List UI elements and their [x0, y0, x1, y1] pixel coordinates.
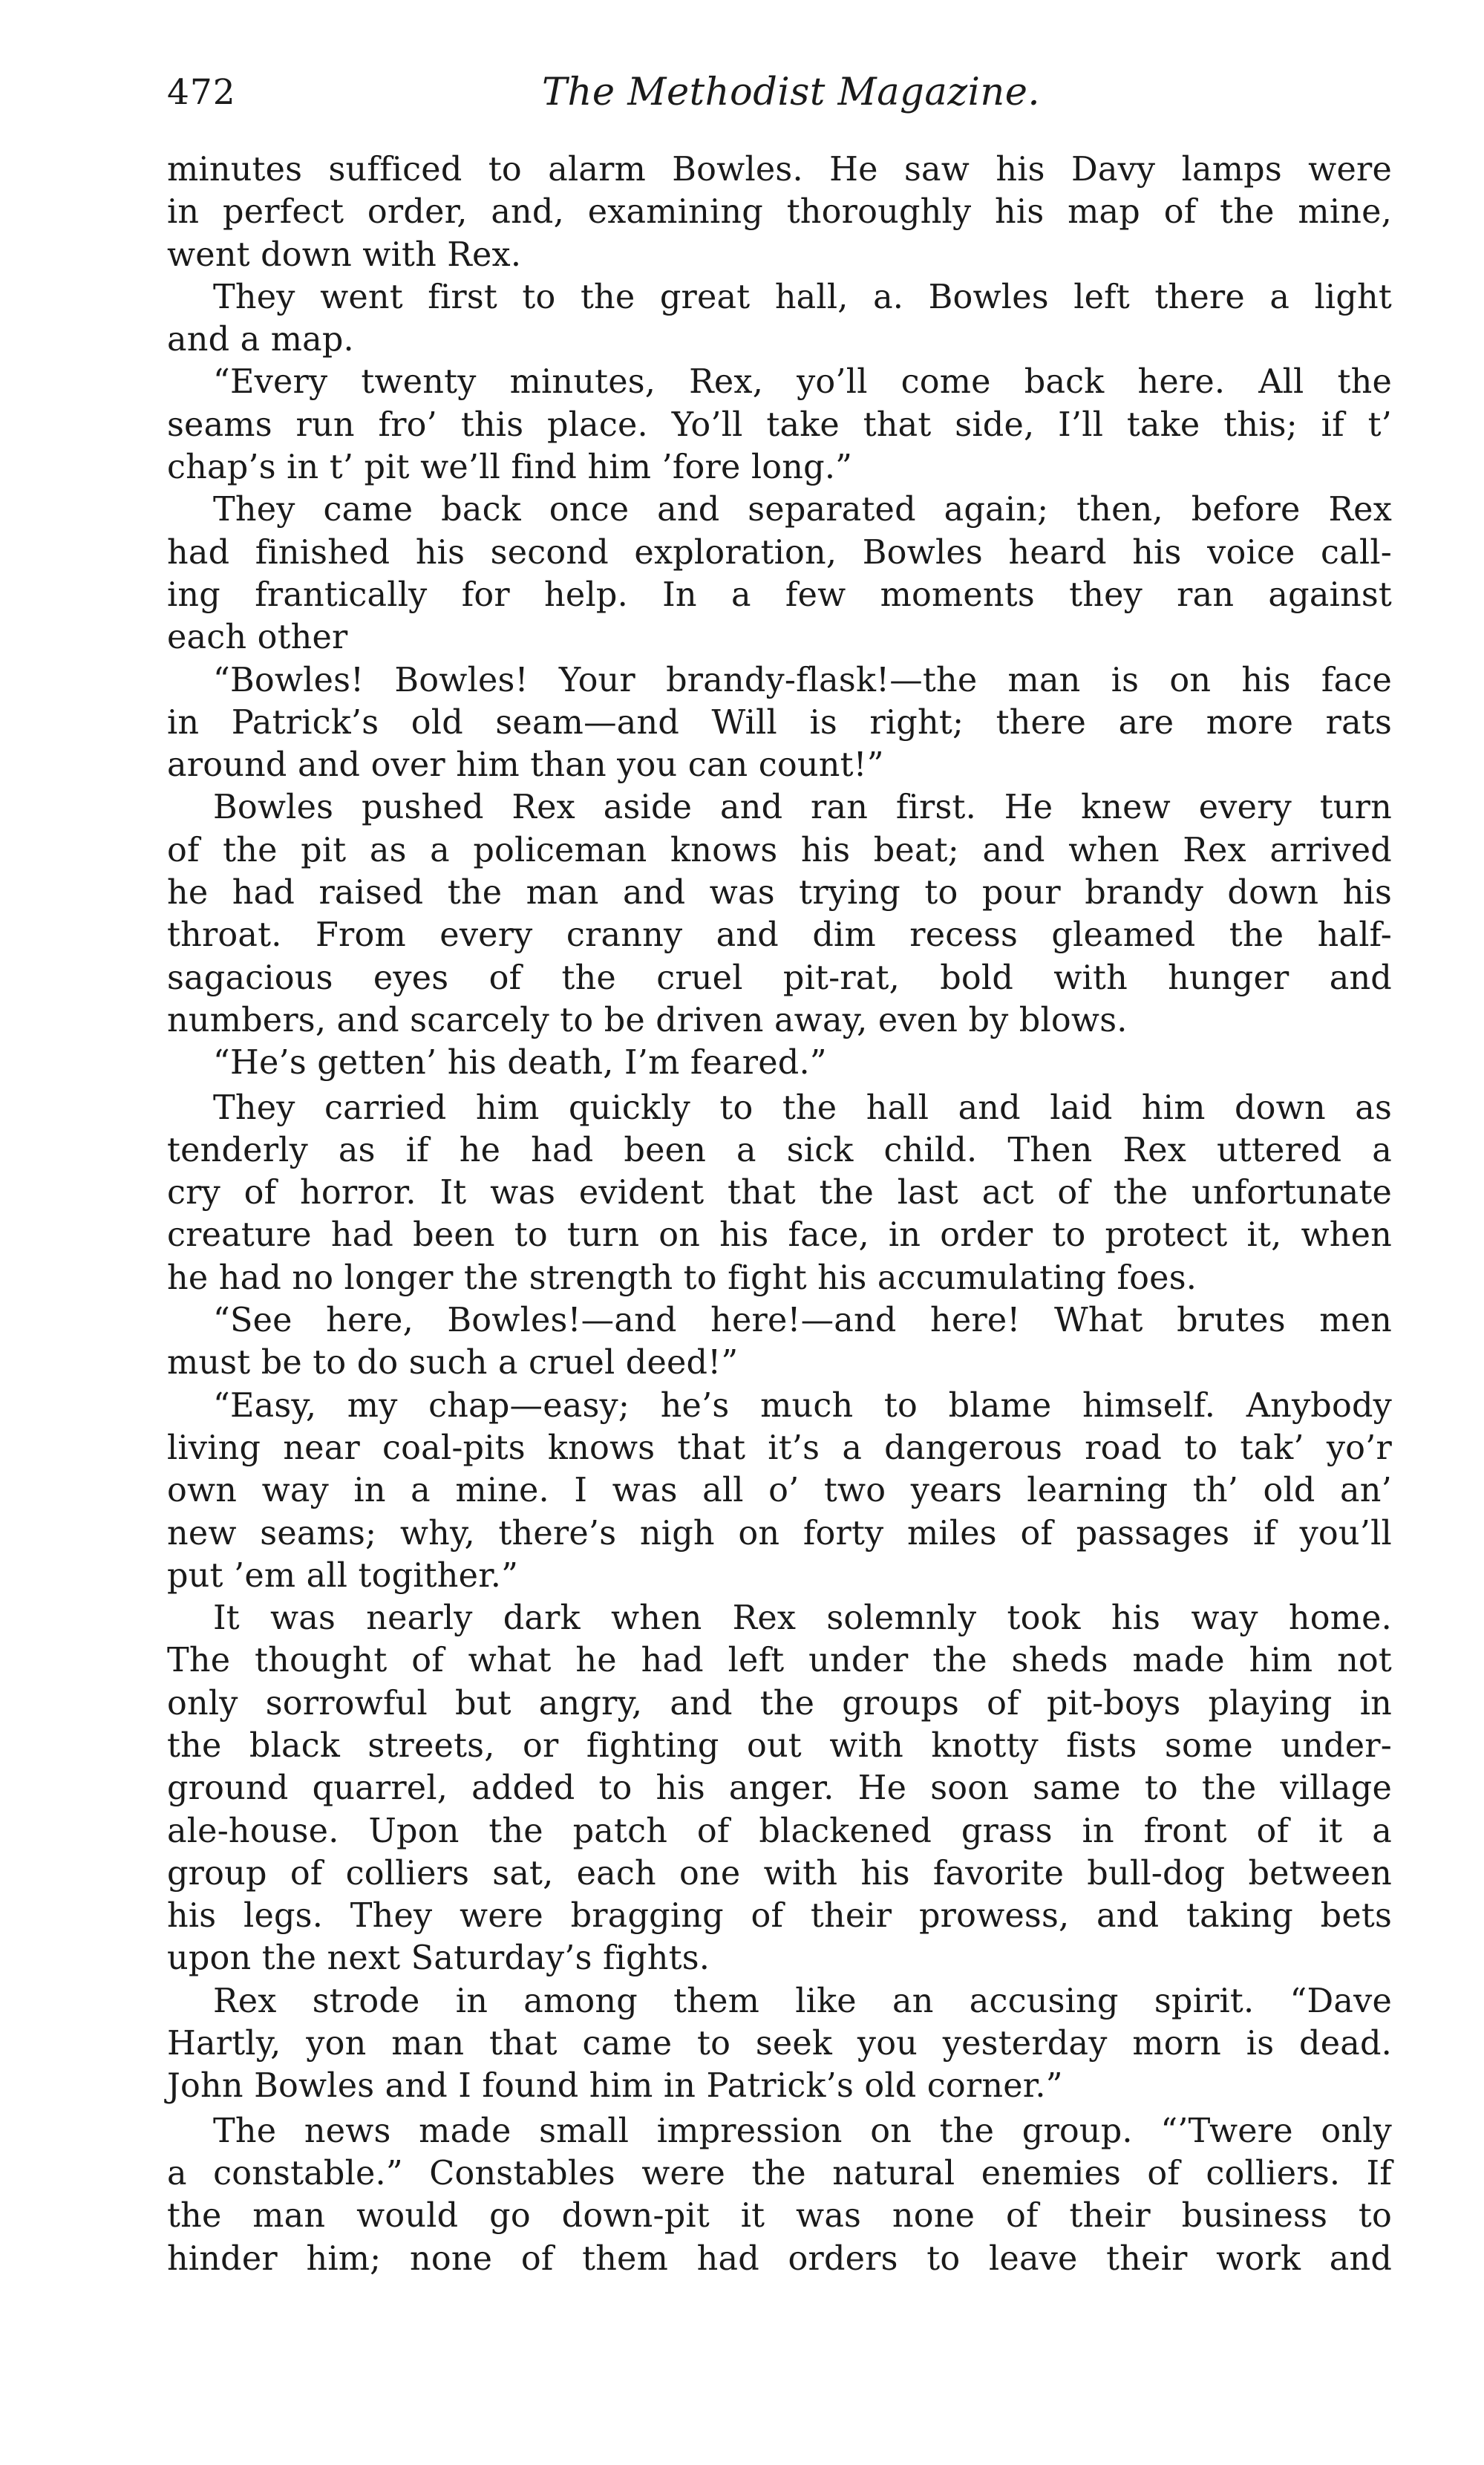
text-line: the man would go down-pit it was none of their business to	[167, 2197, 1392, 2236]
text-line: Hartly, yon man that came to seek you yesterday morn is dead.	[167, 2025, 1392, 2063]
text-line: seams run fro’ this place. Yo’ll take that side, I’ll take this; if t’	[167, 405, 1392, 444]
text-line: each other	[167, 618, 348, 657]
text-line: throat. From every cranny and dim recess gleamed the half-	[167, 916, 1392, 955]
text-line: tenderly as if he had been a sick child. Then Rex uttered a	[167, 1131, 1392, 1169]
text-line: “Easy, my chap—easy; he’s much to blame himself. Anybody	[213, 1386, 1392, 1425]
text-line: of the pit as a policeman knows his beat; and when Rex arrived	[167, 831, 1392, 869]
text-line: John Bowles and I found him in Patrick’s old corner.”	[167, 2067, 1063, 2106]
text-line: Rex strode in among them like an accusing spirit. “Dave	[213, 1982, 1392, 2020]
text-line: he had no longer the strength to fight his accumulating foes.	[167, 1258, 1197, 1297]
text-line: upon the next Saturday’s fights.	[167, 1939, 710, 1978]
text-line: They went first to the great hall, a. Bowles left there a light	[213, 278, 1392, 316]
text-line: They came back once and separated again; then, before Rex	[213, 491, 1392, 529]
text-line: living near coal-pits knows that it’s a dangerous road to tak’ yo’r	[167, 1429, 1392, 1467]
text-line: he had raised the man and was trying to pour brandy down his	[167, 874, 1392, 912]
text-line: They carried him quickly to the hall and laid him down as	[213, 1088, 1392, 1127]
page-header	[167, 67, 1385, 119]
text-line: It was nearly dark when Rex solemnly took his way home.	[213, 1599, 1392, 1638]
text-line: and a map.	[167, 321, 354, 359]
text-line: had finished his second exploration, Bowles heard his voice call-	[167, 533, 1392, 572]
text-line: chap’s in t’ pit we’ll find him ’fore long.”	[167, 448, 853, 487]
text-line: only sorrowful but angry, and the groups of pit-boys playing in	[167, 1684, 1392, 1723]
text-line: ale-house. Upon the patch of blackened grass in front of it a	[167, 1812, 1392, 1850]
text-line: a constable.” Constables were the natural enemies of colliers. If	[167, 2154, 1392, 2193]
text-line: creature had been to turn on his face, in order to protect it, when	[167, 1216, 1392, 1255]
body-text	[167, 148, 1392, 2280]
text-line: must be to do such a cruel deed!”	[167, 1344, 739, 1382]
text-line: his legs. They were bragging of their prowess, and taking bets	[167, 1897, 1392, 1936]
text-line: The news made small impression on the group. “’Twere only	[213, 2112, 1392, 2150]
text-line: around and over him than you can count!”	[167, 746, 884, 785]
text-line: ing frantically for help. In a few moments they ran against	[167, 575, 1392, 614]
text-line: hinder him; none of them had orders to leave their work and	[167, 2239, 1392, 2278]
text-line: “He’s getten’ his death, I’m feared.”	[213, 1044, 827, 1083]
text-line: in perfect order, and, examining thoroughly his map of the mine,	[167, 193, 1392, 232]
text-line: “Every twenty minutes, Rex, yo’ll come back here. All the	[213, 363, 1392, 402]
text-line: cry of horror. It was evident that the last act of the unfortunate	[167, 1174, 1392, 1212]
text-line: sagacious eyes of the cruel pit-rat, bold with hunger and	[167, 959, 1392, 997]
text-line: “See here, Bowles!—and here!—and here! What brutes men	[213, 1302, 1392, 1340]
text-line: “Bowles! Bowles! Your brandy-flask!—the man is on his face	[213, 661, 1392, 699]
text-line: The thought of what he had left under the sheds made him not	[167, 1642, 1392, 1680]
text-line: new seams; why, there’s nigh on forty miles of passages if you’ll	[167, 1514, 1392, 1553]
text-line: numbers, and scarcely to be driven away, even by blows.	[167, 1001, 1128, 1039]
running-title: The Methodist Magazine.	[542, 71, 1041, 114]
text-line: in Patrick’s old seam—and Will is right; there are more rats	[167, 703, 1392, 742]
text-line: own way in a mine. I was all o’ two years learning th’ old an’	[167, 1472, 1392, 1510]
page-number: 472	[167, 72, 236, 113]
text-line: minutes sufficed to alarm Bowles. He saw his Davy lamps were	[167, 151, 1392, 189]
text-line: group of colliers sat, each one with his favorite bull-dog between	[167, 1854, 1392, 1893]
text-line: put ’em all togither.”	[167, 1556, 519, 1595]
text-line: ground quarrel, added to his anger. He soon same to the village	[167, 1769, 1392, 1808]
text-line: went down with Rex.	[167, 235, 522, 274]
text-line: Bowles pushed Rex aside and ran first. He knew every turn	[213, 789, 1392, 827]
text-line: the black streets, or fighting out with knotty fists some under-	[167, 1726, 1392, 1765]
